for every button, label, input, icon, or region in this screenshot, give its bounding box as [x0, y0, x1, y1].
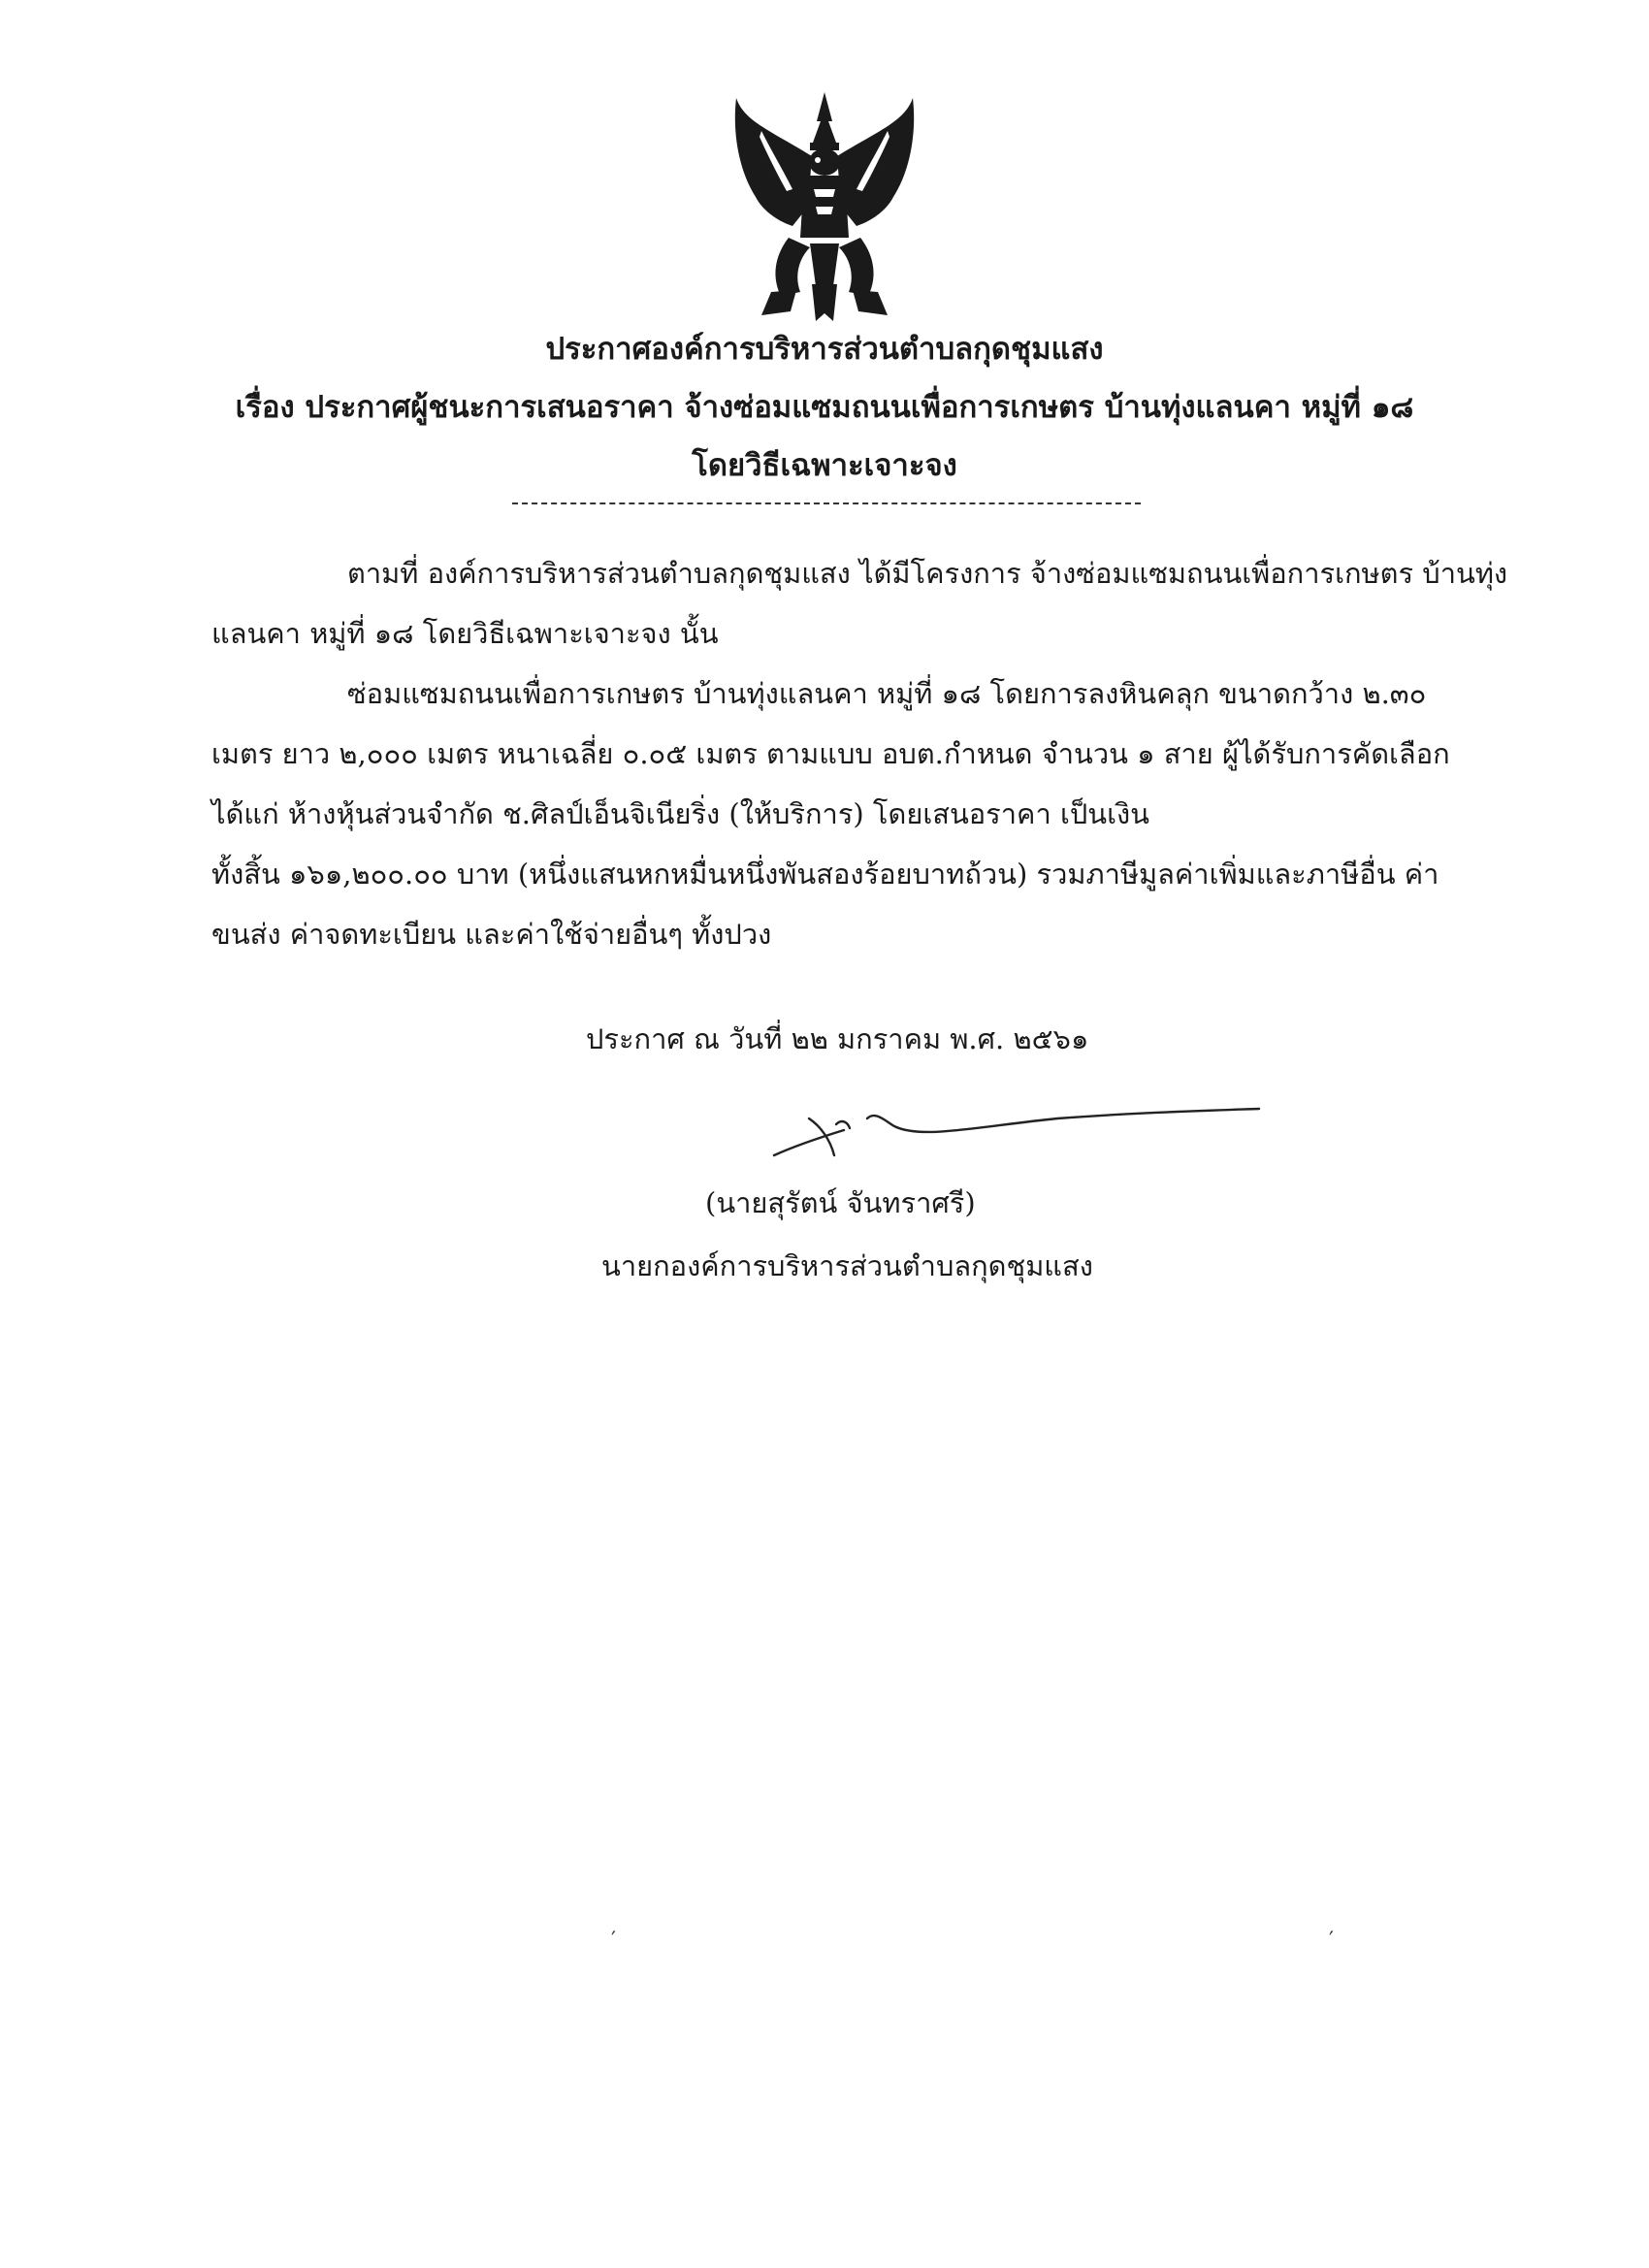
announcement-subject: เรื่อง ประกาศผู้ชนะการเสนอราคา จ้างซ่อมแซมถนนเพื่อการเกษตร บ้านทุ่งแลนคา หมู่ที่ ๑๘ [235, 390, 1414, 425]
body-line: ได้แก่ ห้างหุ้นส่วนจำกัด ช.ศิลป์เอ็นจิเนียริ่ง (ให้บริการ) โดยเสนอราคา เป็นเงิน [211, 797, 1149, 830]
announcement-title: ประกาศองค์การบริหารส่วนตำบลกุดชุมแสง [545, 332, 1104, 367]
body-line: แลนคา หมู่ที่ ๑๘ โดยวิธีเฉพาะเจาะจง นั้น [211, 617, 719, 650]
announcement-date: ประกาศ ณ วันที่ ๒๒ มกราคม พ.ศ. ๒๕๖๑ [586, 1022, 1089, 1055]
dashed-divider [512, 502, 1141, 504]
body-line: ซ่อมแซมถนนเพื่อการเกษตร บ้านทุ่งแลนคา หมู่ที่ ๑๘ โดยการลงหินคลุก ขนาดกว้าง ๒.๓๐ [347, 677, 1427, 710]
body-line: เมตร ยาว ๒,๐๐๐ เมตร หนาเฉลี่ย ๐.๐๕ เมตร ตามแบบ อบต.กำหนด จำนวน ๑ สาย ผู้ได้รับการคัดเลือก [211, 737, 1450, 770]
body-line: ตามที่ องค์การบริหารส่วนตำบลกุดชุมแสง ได้มีโครงการ จ้างซ่อมแซมถนนเพื่อการเกษตร บ้านทุ่ง [347, 557, 1508, 590]
body-line: ขนส่ง ค่าจดทะเบียน และค่าใช้จ่ายอื่นๆ ทั้งปวง [211, 918, 772, 951]
announcement-header [0, 320, 1649, 495]
scan-mark: ′ [611, 1928, 616, 1953]
garuda-emblem-icon [732, 92, 917, 325]
handwritten-signature-icon [766, 1101, 1271, 1179]
procurement-method: โดยวิธีเฉพาะเจาะจง [692, 448, 957, 483]
body-line: ทั้งสิ้น ๑๖๑,๒๐๐.๐๐ บาท (หนึ่งแสนหกหมื่นหนึ่งพันสองร้อยบาทถ้วน) รวมภาษีมูลค่าเพิ่มและภาษีอื่น ค่า [211, 858, 1439, 891]
scan-mark: ′ [1329, 1928, 1334, 1953]
signer-position: นายกองค์การบริหารส่วนตำบลกุดชุมแสง [601, 1249, 1093, 1282]
signer-name: (นายสุรัตน์ จันทราศรี) [705, 1186, 976, 1219]
